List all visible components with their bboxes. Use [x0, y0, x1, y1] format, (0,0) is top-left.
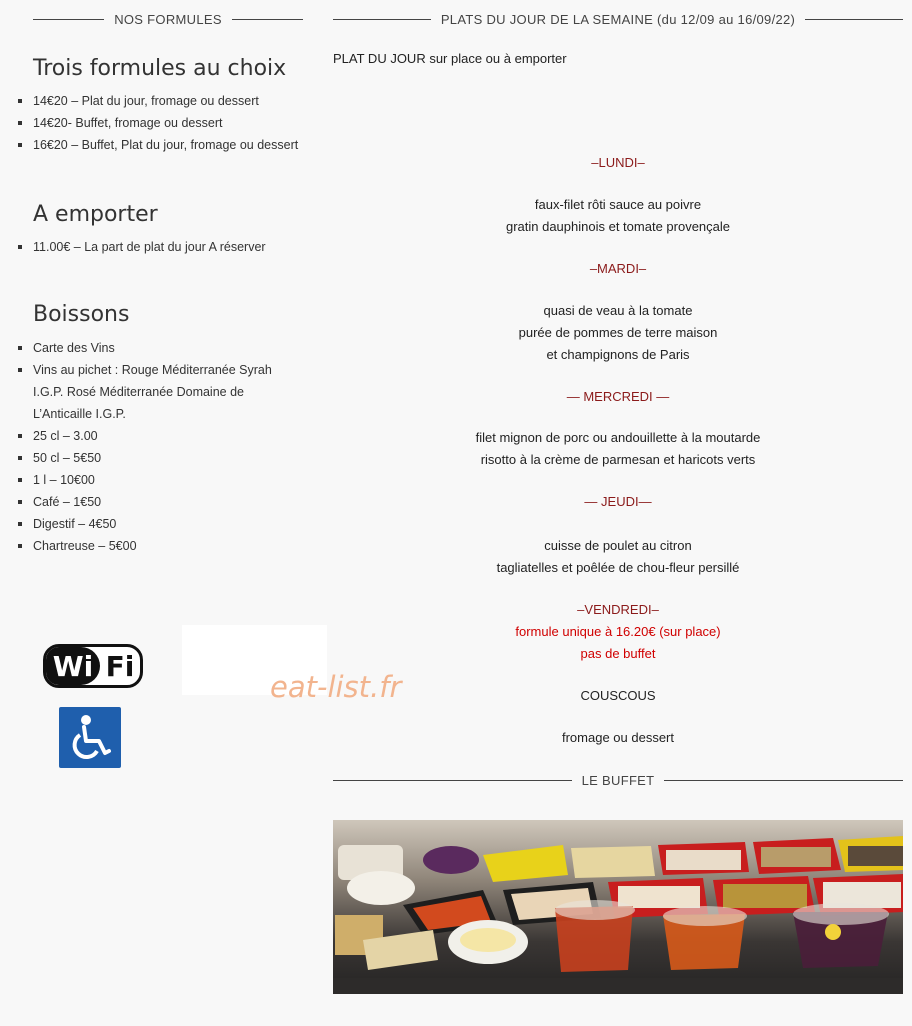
buffet-section-header	[333, 761, 903, 799]
divider	[333, 19, 431, 20]
dish-line: pas de buffet	[580, 646, 656, 661]
plats-intro: PLAT DU JOUR sur place ou à emporter	[333, 51, 567, 66]
plats-section-header	[333, 0, 903, 38]
list-item: Vins au pichet : Rouge Méditerranée Syrah I.G.P. Rosé Méditerranée Domaine de L’Anticaille I.G.P.	[33, 359, 303, 425]
formules-title: Trois formules au choix	[33, 56, 287, 81]
wifi-icon	[43, 644, 143, 688]
divider	[805, 19, 903, 20]
buffet-photo	[333, 820, 903, 994]
list-item: 14€20 – Plat du jour, fromage ou dessert	[33, 90, 303, 112]
list-item: 11.00€ – La part de plat du jour A réserver	[33, 236, 303, 258]
wifi-fi-text: Fi	[105, 649, 135, 683]
dish-line: gratin dauphinois et tomate provençale	[505, 219, 731, 234]
divider	[33, 19, 104, 20]
wheelchair-icon	[59, 707, 121, 768]
dish-line: purée de pommes de terre maison	[518, 325, 718, 340]
day-label-mercredi: — MERCREDI —	[566, 389, 670, 404]
buffet-header-text: LE BUFFET	[581, 772, 655, 788]
menu-mercredi	[333, 386, 903, 471]
dish-line: filet mignon de porc ou andouillette à la moutarde	[475, 430, 761, 445]
menu-vendredi	[333, 599, 903, 749]
divider	[664, 780, 903, 781]
left-column	[33, 0, 303, 557]
list-item: 1 l – 10€00	[33, 469, 303, 491]
dish-line: formule unique à 16.20€ (sur place)	[515, 624, 721, 639]
day-label-mardi: –MARDI–	[589, 261, 647, 276]
dish-line: fromage ou dessert	[561, 730, 674, 745]
formules-list	[33, 90, 303, 156]
dish-line: risotto à la crème de parmesan et haricots verts	[480, 452, 756, 467]
formules-section-header	[33, 0, 303, 38]
day-label-lundi: –LUNDI–	[591, 155, 645, 170]
day-label-jeudi: — JEUDI—	[584, 494, 652, 509]
dish-line: faux-filet rôti sauce au poivre	[534, 197, 702, 212]
list-item: 50 cl – 5€50	[33, 447, 303, 469]
right-column	[333, 0, 903, 799]
day-label-vendredi: –VENDREDI–	[577, 602, 659, 617]
wheelchair-accessible-icon	[59, 707, 121, 768]
dish-line: COUSCOUS	[580, 688, 656, 703]
menu-lundi	[333, 152, 903, 238]
list-item: 14€20- Buffet, fromage ou dessert	[33, 112, 303, 134]
dish-line: quasi de veau à la tomate	[543, 303, 693, 318]
boissons-title: Boissons	[33, 302, 130, 327]
dish-line: cuisse de poulet au citron	[544, 538, 692, 553]
watermark: eat-list.fr	[270, 670, 402, 704]
boissons-list	[33, 337, 303, 557]
formules-header-text: NOS FORMULES	[114, 11, 222, 27]
menu-jeudi	[333, 491, 903, 579]
menu-mardi	[333, 258, 903, 366]
plats-header-text: PLATS DU JOUR DE LA SEMAINE (du 12/09 au 16/09/22)	[440, 11, 796, 27]
buffet-illustration	[333, 820, 903, 994]
emporter-list	[33, 236, 303, 258]
list-item: Café – 1€50	[33, 491, 303, 513]
dish-line: et champignons de Paris	[546, 347, 690, 362]
list-item: 16€20 – Buffet, Plat du jour, fromage ou dessert	[33, 134, 303, 156]
divider	[232, 19, 303, 20]
dish-line: tagliatelles et poêlée de chou-fleur persillé	[496, 560, 740, 575]
divider	[333, 780, 572, 781]
list-item: Chartreuse – 5€00	[33, 535, 303, 557]
emporter-title: A emporter	[33, 202, 158, 227]
list-item: Digestif – 4€50	[33, 513, 303, 535]
list-item: Carte des Vins	[33, 337, 303, 359]
wifi-wi-text: Wi	[46, 647, 100, 685]
list-item: 25 cl – 3.00	[33, 425, 303, 447]
